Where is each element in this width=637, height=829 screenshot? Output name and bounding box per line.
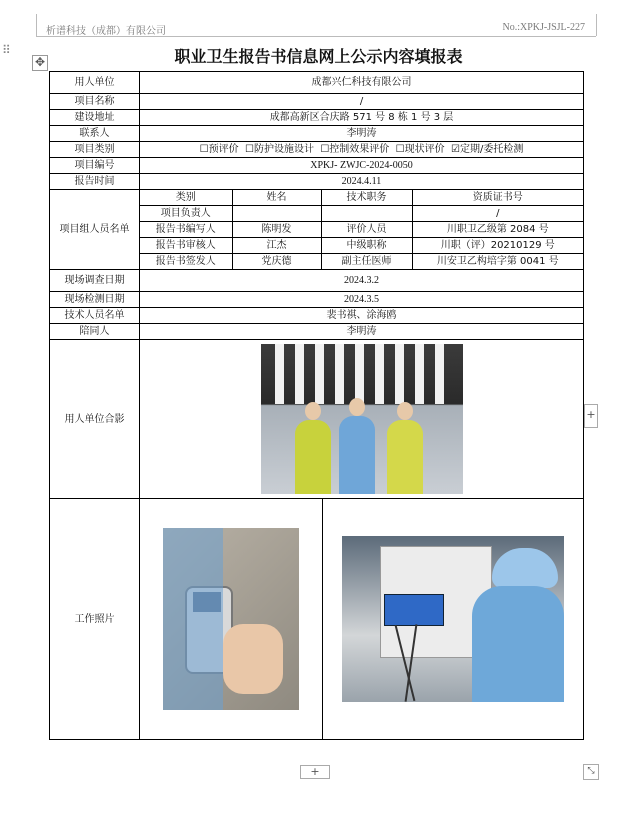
checkbox-unchecked-icon[interactable]: ☐: [245, 144, 254, 155]
team-table-cell: [140, 190, 584, 270]
table-row: [140, 238, 583, 254]
label-escort: 陪同人: [50, 324, 140, 340]
person-figure: [387, 420, 423, 494]
team-header-name: 姓名: [232, 190, 321, 206]
photo-wall-stripe: [295, 344, 304, 404]
category-option-facility-design[interactable]: ☐防护设施设计: [245, 144, 314, 155]
team-header-title: 技术职务: [321, 190, 412, 206]
table-row: [140, 206, 583, 222]
checkbox-unchecked-icon[interactable]: ☐: [395, 144, 405, 155]
label-survey-date: 现场调查日期: [50, 270, 140, 292]
team-name[interactable]: 江杰: [232, 238, 321, 254]
category-option-periodic-test[interactable]: ☑定期/委托检测: [450, 144, 524, 155]
checkbox-checked-icon[interactable]: ☑: [450, 144, 460, 155]
label-test-date: 现场检测日期: [50, 292, 140, 308]
work-photo-2-cell: [322, 499, 583, 739]
team-cert[interactable]: 川职（评）20210129 号: [412, 238, 583, 254]
team-name[interactable]: 陈明发: [232, 222, 321, 238]
value-technicians[interactable]: 裴书祺、涂海鸥: [140, 308, 584, 324]
label-project-no: 项目编号: [50, 158, 140, 174]
photo-wall-stripe: [315, 344, 324, 404]
table-move-icon[interactable]: ✥: [32, 55, 48, 71]
team-cert[interactable]: /: [412, 206, 583, 222]
work-photo-1-cell: [140, 499, 322, 739]
table-row: [140, 254, 583, 270]
photo-wall-stripe: [375, 344, 384, 404]
label-contact: 联系人: [50, 126, 140, 142]
category-option-status-eval[interactable]: ☐现状评价: [395, 144, 445, 155]
photo-wall-stripe: [335, 344, 344, 404]
photo-sleeve: [163, 528, 223, 710]
label-employer: 用人单位: [50, 72, 140, 94]
team-title[interactable]: 中级职称: [321, 238, 412, 254]
work-photos-table: [140, 499, 583, 739]
value-address[interactable]: 成都高新区合庆路 571 号 8 栋 1 号 3 层: [140, 110, 584, 126]
photo-cap: [492, 548, 558, 588]
team-header-role: 类别: [140, 190, 232, 206]
team-cert[interactable]: 川职卫乙级第 2084 号: [412, 222, 583, 238]
team-name[interactable]: 党庆德: [232, 254, 321, 270]
checkbox-unchecked-icon[interactable]: ☐: [320, 144, 330, 155]
crop-mark-left: [36, 14, 37, 36]
team-name[interactable]: [232, 206, 321, 222]
header-doc-no: No.:XPKJ-JSJL-227: [502, 22, 585, 33]
team-title[interactable]: 评价人员: [321, 222, 412, 238]
photo-wall-stripe: [355, 344, 364, 404]
person-figure: [339, 416, 375, 494]
team-role: 报告书签发人: [140, 254, 232, 270]
label-report-date: 报告时间: [50, 174, 140, 190]
label-technicians: 技术人员名单: [50, 308, 140, 324]
work-photo-2[interactable]: [342, 536, 564, 702]
team-header-cert: 资质证书号: [412, 190, 583, 206]
photo-sampler: [384, 594, 444, 626]
label-group-photo: 用人单位合影: [50, 340, 140, 499]
photo-wall-stripe: [395, 344, 404, 404]
team-role: 项目负责人: [140, 206, 232, 222]
value-employer[interactable]: 成都兴仁科技有限公司: [140, 72, 584, 94]
value-project-no[interactable]: XPKJ- ZWJC-2024-0050: [140, 158, 584, 174]
label-team: 项目组人员名单: [50, 190, 140, 270]
team-role: 报告书编写人: [140, 222, 232, 238]
label-category: 项目类别: [50, 142, 140, 158]
person-head: [305, 402, 321, 420]
team-table: [140, 190, 583, 269]
form-table: [49, 71, 584, 740]
photo-wall-stripe: [435, 344, 444, 404]
label-project-name: 项目名称: [50, 94, 140, 110]
team-title[interactable]: 副主任医师: [321, 254, 412, 270]
checkbox-unchecked-icon[interactable]: ☐: [199, 144, 209, 155]
crop-mark-right: [596, 14, 597, 36]
work-photo-1[interactable]: [163, 528, 299, 710]
team-cert[interactable]: 川安卫乙构培字第 0041 号: [412, 254, 583, 270]
page-title: 职业卫生报告书信息网上公示内容填报表: [174, 47, 463, 66]
group-photo[interactable]: [261, 344, 463, 494]
person-head: [349, 398, 365, 416]
person-head: [397, 402, 413, 420]
value-survey-date[interactable]: 2024.3.2: [140, 270, 584, 292]
category-option-pre-eval[interactable]: ☐预评价: [199, 144, 239, 155]
value-report-date[interactable]: 2024.4.11: [140, 174, 584, 190]
label-work-photos: 工作照片: [50, 499, 140, 740]
team-title[interactable]: [321, 206, 412, 222]
drag-handle-icon[interactable]: ⠿: [2, 43, 11, 57]
team-role: 报告书审核人: [140, 238, 232, 254]
value-test-date[interactable]: 2024.3.5: [140, 292, 584, 308]
table-row: [140, 222, 583, 238]
value-contact[interactable]: 李明涛: [140, 126, 584, 142]
value-escort[interactable]: 李明涛: [140, 324, 584, 340]
add-row-button[interactable]: +: [300, 765, 330, 779]
add-column-button[interactable]: +: [584, 404, 598, 428]
label-address: 建设地址: [50, 110, 140, 126]
person-figure: [295, 420, 331, 494]
header-rule: [36, 36, 596, 37]
work-photos-cell: [140, 499, 584, 740]
table-resize-icon[interactable]: ⤡: [583, 764, 599, 780]
header-company: 析谱科技（成都）有限公司: [46, 26, 166, 37]
group-photo-cell: [140, 340, 584, 499]
photo-wall-stripe: [275, 344, 284, 404]
category-option-control-eval[interactable]: ☐控制效果评价: [320, 144, 390, 155]
value-category: [140, 142, 584, 158]
team-header-row: [140, 190, 583, 206]
photo-wall-stripe: [415, 344, 424, 404]
value-project-name[interactable]: /: [140, 94, 584, 110]
photo-hand: [223, 624, 283, 694]
photo-person: [472, 586, 564, 702]
